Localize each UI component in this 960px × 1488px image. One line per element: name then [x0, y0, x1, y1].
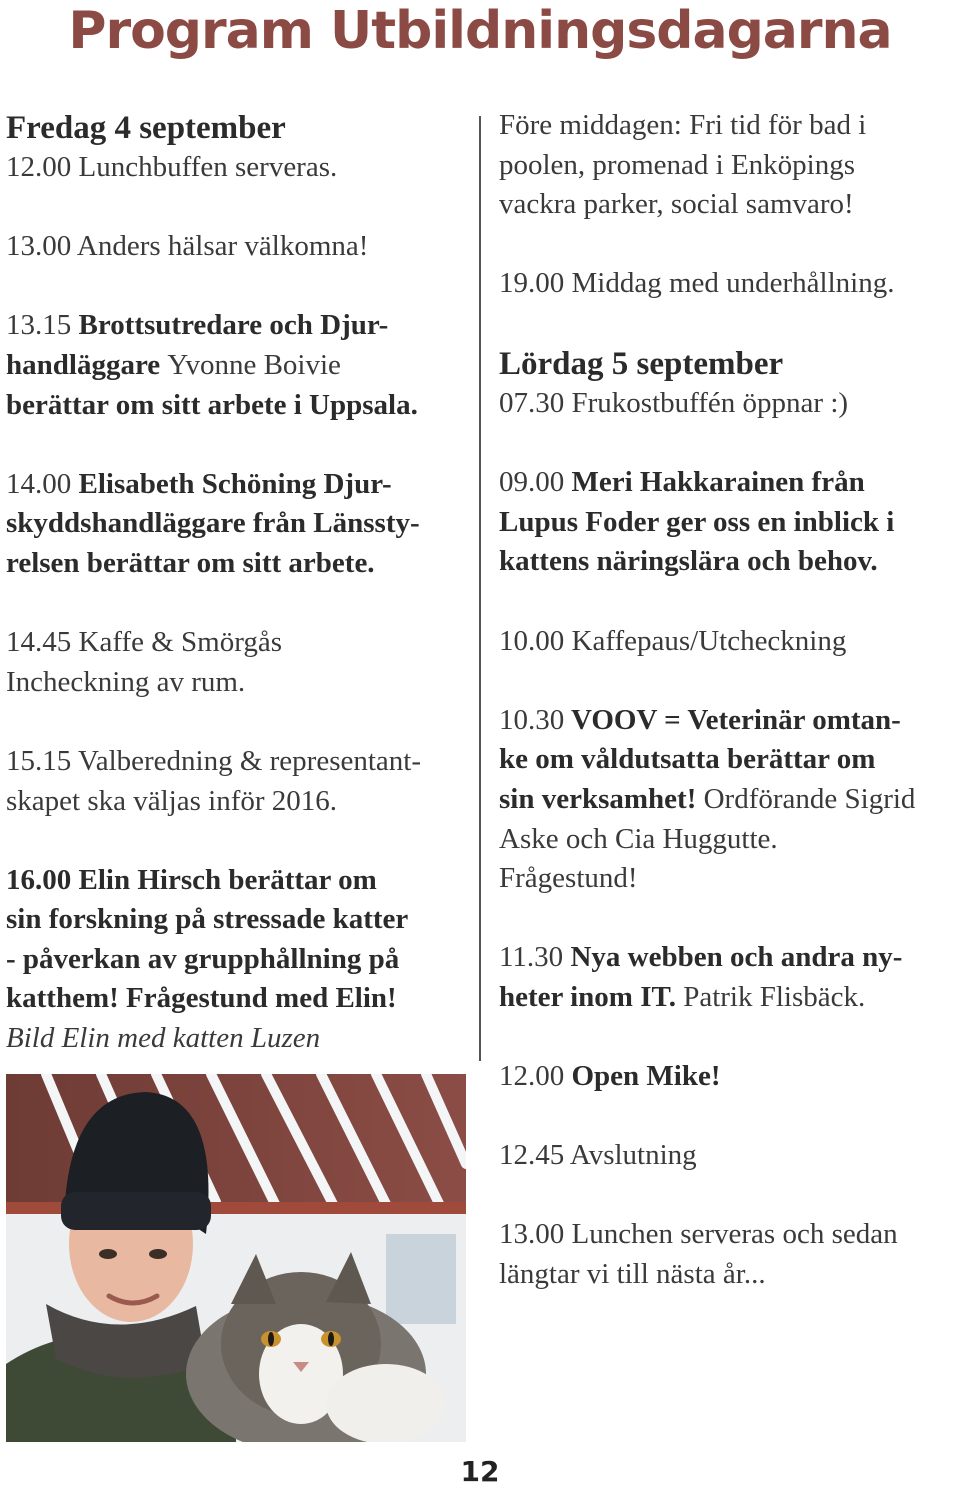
- saturday-entry-0900: 09.00 Meri Hakkarainen från Lupus Foder ger oss en inblick i kattens näringslära och behov.: [499, 466, 895, 578]
- page-number: 12: [460, 1455, 500, 1488]
- saturday-heading: Lördag 5 september: [499, 345, 784, 382]
- friday-entry-1400: 14.00 Elisabeth Schöning Djur- skyddshandläggare från Länssty- relsen berättar om sitt arbete.: [6, 467, 420, 579]
- photo-elin-with-cat: [6, 1074, 466, 1442]
- friday-heading: Fredag 4 september: [6, 110, 286, 146]
- saturday-entry-coffee: 10.00 Kaffepaus/Utcheckning: [499, 624, 847, 657]
- saturday-entry-breakfast: 07.30 Frukostbuffén öppnar :): [499, 386, 849, 419]
- saturday-entry-1130: 11.30 Nya webben och andra ny- heter inom IT. Patrik Flisbäck.: [499, 941, 903, 1013]
- photo-illustration: [6, 1074, 466, 1442]
- friday-column: [6, 108, 468, 1059]
- friday-entry-lunch: 12.00 Lunchbuffen serveras.: [6, 151, 338, 183]
- right-column: [499, 106, 957, 1334]
- friday-entry-welcome: 13.00 Anders hälsar välkomna!: [6, 230, 369, 263]
- page-title: Program Utbildningsdagarna: [68, 1, 892, 61]
- saturday-entry-1300: 13.00 Lunchen serveras och sedan längtar vi till nästa år...: [499, 1218, 898, 1291]
- saturday-entry-1245: 12.45 Avslutning: [499, 1139, 697, 1172]
- friday-entry-1600: 16.00 Elin Hirsch berättar om sin forskning på stressade katter - påverkan av grupphållning på katthem! Frågestund med Elin!: [6, 863, 409, 1015]
- column-divider: [479, 116, 481, 1061]
- friday-entry-1445: 14.45 Kaffe & Smörgås Incheckning av rum.: [6, 626, 283, 698]
- before-dinner-entry: Före middagen: Fri tid för bad i poolen, promenad i Enköpings vackra parker, social samvaro!: [499, 109, 867, 221]
- saturday-entry-1030: 10.30 VOOV = Veterinär omtan- ke om våldutsatta berättar om sin verksamhet! Ordförande Sigrid Aske och Cia Huggutte. Frågestund!: [499, 703, 916, 895]
- photo-caption: Bild Elin med katten Luzen: [6, 1022, 321, 1055]
- friday-entry-1515: 15.15 Valberedning & representant- skapet ska väljas inför 2016.: [6, 744, 422, 817]
- saturday-entry-1200: 12.00 Open Mike!: [499, 1060, 721, 1093]
- dinner-entry: 19.00 Middag med underhållning.: [499, 267, 895, 300]
- friday-entry-1315: 13.15 Brottsutredare och Djur- handläggare Yvonne Boivie berättar om sitt arbete i Uppsala.: [6, 309, 418, 421]
